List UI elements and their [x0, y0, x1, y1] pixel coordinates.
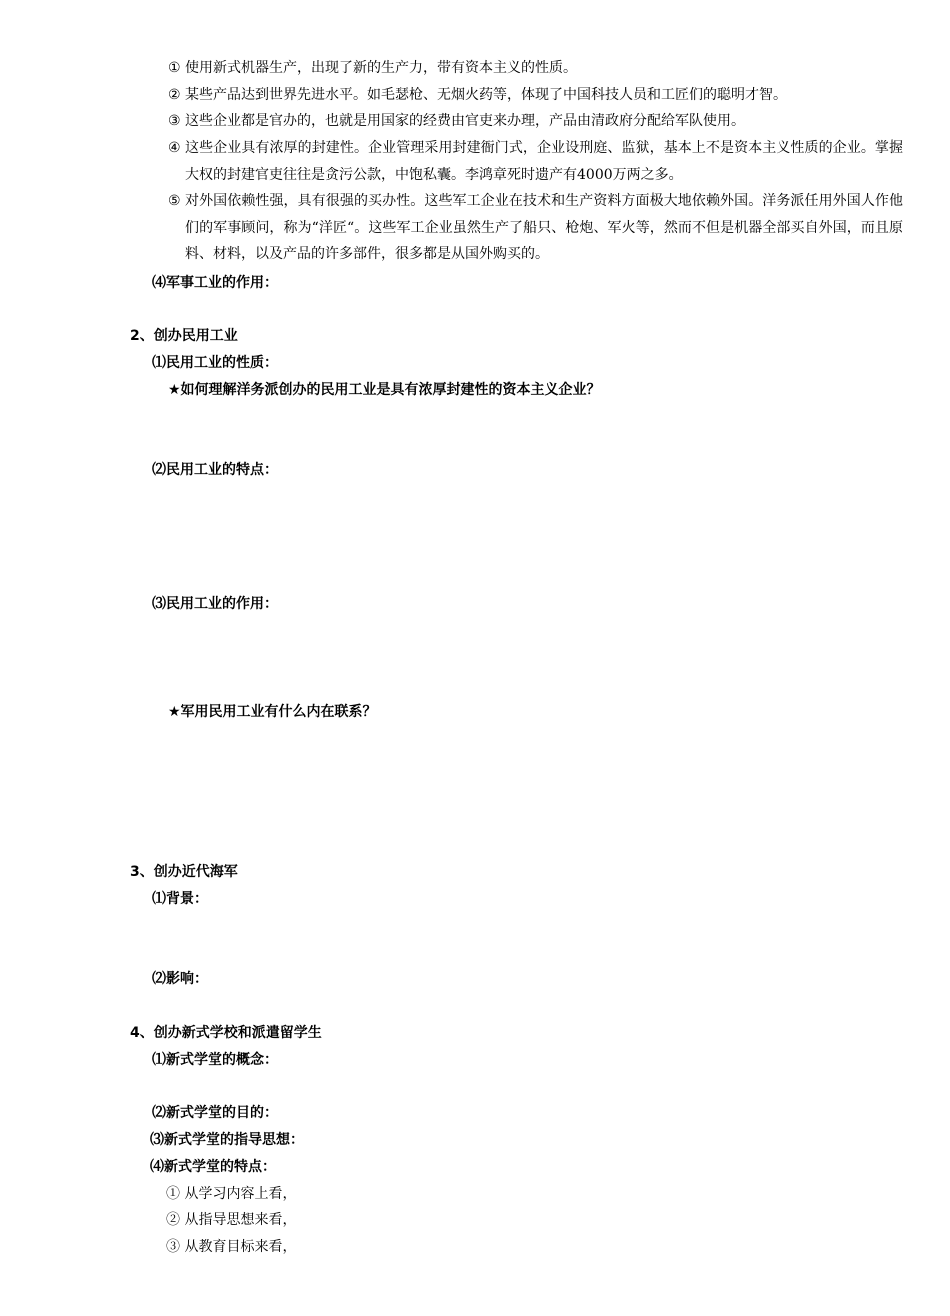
civil-role-heading: ⑶民用工业的作用：	[152, 596, 278, 612]
school-guiding-heading: ⑶新式学堂的指导思想：	[150, 1132, 304, 1148]
point-number: ②	[168, 87, 181, 103]
point-text: 这些企业都是官办的，也就是用国家的经费由官吏来办理，产品由清政府分配给军队使用。	[185, 113, 745, 129]
school-concept-heading: ⑴新式学堂的概念：	[152, 1052, 278, 1068]
school-feature-3: ③ 从教育目标来看，	[166, 1239, 297, 1255]
point-number: ⑤	[168, 193, 181, 209]
point-number: ④	[168, 140, 181, 156]
navy-impact-heading: ⑵影响：	[152, 971, 208, 987]
point-number: ①	[168, 60, 181, 76]
point-number: ③	[168, 113, 181, 129]
military-point-3	[168, 108, 903, 135]
civil-nature-heading: ⑴民用工业的性质：	[152, 355, 278, 371]
point-text: 这些企业具有浓厚的封建性。企业管理采用封建衙门式，企业设刑庭、监狱，基本上不是资本主义性质的企业。掌握大权的封建官吏往往是贪污公款，中饱私囊。李鸿章死时遗产有4000万两之多。	[185, 140, 903, 183]
point-text: 对外国依赖性强，具有很强的买办性。这些军工企业在技术和生产资料方面极大地依赖外国。洋务派任用外国人作他们的军事顾问，称为“洋匠“。这些军工企业虽然生产了船只、枪炮、军火等，然而不但是机器全部买自外国，而且原料、材料，以及产品的许多部件，很多都是从国外购买的。	[185, 193, 903, 262]
section-3-title: 3、创办近代海军	[130, 864, 238, 880]
civil-question-1: ★如何理解洋务派创办的民用工业是具有浓厚封建性的资本主义企业？	[168, 382, 601, 398]
point-text: 某些产品达到世界先进水平。如毛瑟枪、无烟火药等，体现了中国科技人员和工匠们的聪明才智。	[185, 87, 787, 103]
school-features-heading: ⑷新式学堂的特点：	[150, 1159, 276, 1175]
military-point-2	[168, 82, 903, 109]
section-4-title: 4、创办新式学校和派遣留学生	[130, 1025, 322, 1041]
civil-question-2: ★军用民用工业有什么内在联系？	[168, 704, 377, 720]
school-feature-1: ① 从学习内容上看，	[166, 1186, 297, 1202]
section-2-title: 2、创办民用工业	[130, 328, 238, 344]
school-feature-2: ② 从指导思想来看，	[166, 1212, 297, 1228]
civil-features-heading: ⑵民用工业的特点：	[152, 462, 278, 478]
military-role-heading: ⑷军事工业的作用：	[152, 275, 278, 291]
military-point-5	[168, 188, 903, 268]
military-point-4	[168, 135, 903, 188]
school-purpose-heading: ⑵新式学堂的目的：	[152, 1105, 278, 1121]
military-point-1	[168, 55, 903, 82]
navy-background-heading: ⑴背景：	[152, 891, 208, 907]
point-text: 使用新式机器生产，出现了新的生产力，带有资本主义的性质。	[185, 60, 577, 76]
